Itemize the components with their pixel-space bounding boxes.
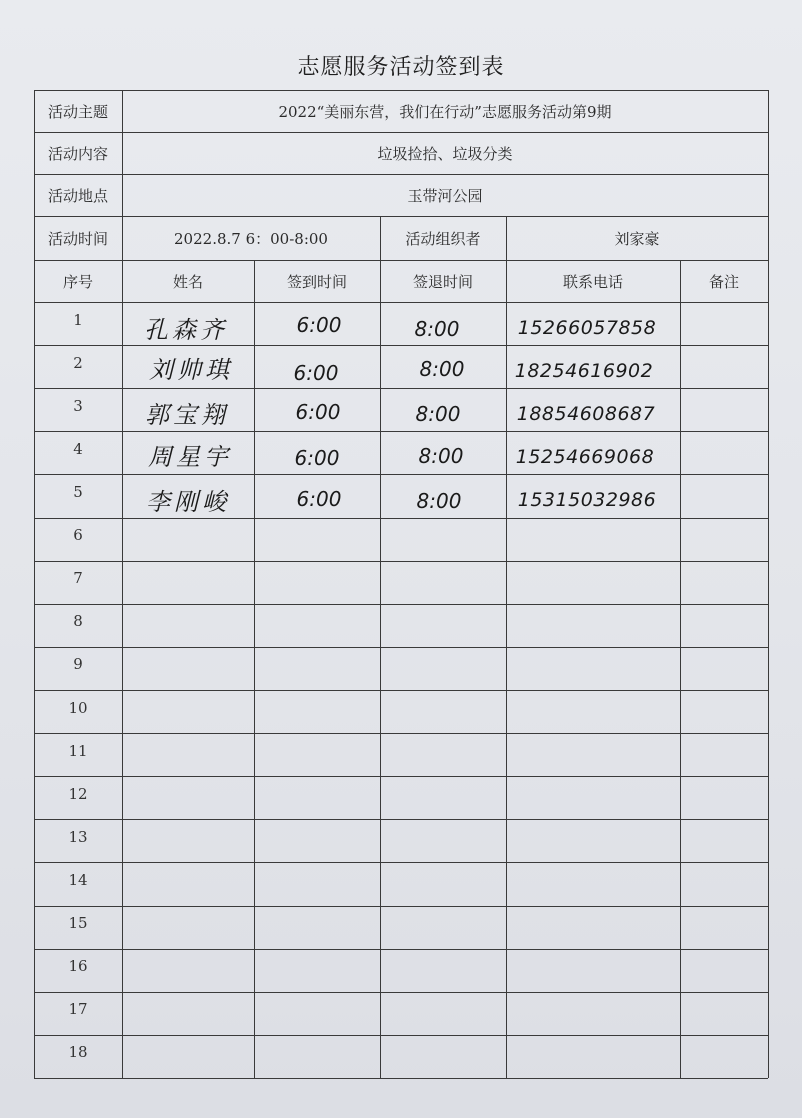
organizer-label: 活动组织者 (405, 229, 481, 248)
row-index: 16 (68, 957, 88, 976)
signature-name: 周星宇 (148, 443, 232, 472)
sign-out-time: 8:00 (418, 443, 464, 468)
table-rule (122, 260, 123, 1078)
table-rule (768, 90, 769, 1078)
row-index: 14 (68, 870, 88, 889)
table-rule (34, 1035, 768, 1036)
row-index: 2 (73, 353, 83, 372)
sign-in-time: 6:00 (293, 360, 339, 385)
sign-in-time: 6:00 (296, 312, 342, 337)
header-note: 备注 (708, 272, 739, 291)
header-index: 序号 (62, 272, 93, 291)
sign-out-time: 8:00 (414, 316, 460, 341)
sign-in-time: 6:00 (295, 399, 341, 424)
row-index: 8 (73, 612, 83, 631)
content-value: 垃圾捡拾、垃圾分类 (377, 144, 513, 163)
sign-out-time: 8:00 (416, 488, 462, 513)
sign-in-time: 6:00 (294, 445, 340, 470)
row-index: 15 (68, 914, 88, 933)
table-rule (34, 1078, 768, 1079)
row-index: 17 (68, 1000, 88, 1019)
header-name: 姓名 (172, 272, 203, 291)
row-index: 12 (68, 784, 88, 803)
signature-name: 孔森齐 (144, 316, 228, 345)
table-rule (34, 992, 768, 993)
theme-value: 2022“美丽东营，我们在行动”志愿服务活动第9期 (278, 102, 612, 121)
phone-number: 15254669068 (515, 445, 655, 468)
row-index: 10 (68, 698, 88, 717)
row-index: 1 (73, 310, 83, 329)
table-rule (34, 862, 768, 863)
theme-label: 活动主题 (47, 102, 108, 121)
row-index: 3 (73, 396, 83, 415)
row-index: 4 (73, 439, 83, 458)
content-label: 活动内容 (47, 144, 108, 163)
header-sign-in: 签到时间 (286, 272, 347, 291)
header-sign-out: 签退时间 (412, 272, 473, 291)
header-phone: 联系电话 (562, 272, 623, 291)
time-value: 2022.8.7 6：00-8:00 (174, 229, 328, 248)
table-rule (34, 906, 768, 907)
row-index: 6 (73, 526, 83, 545)
signature-name: 郭宝翔 (145, 401, 229, 430)
row-index: 9 (73, 655, 83, 674)
sign-in-time: 6:00 (296, 486, 342, 511)
row-index: 7 (73, 569, 83, 588)
row-index: 11 (68, 741, 88, 760)
table-rule (34, 302, 768, 303)
signature-name: 刘帅琪 (149, 356, 233, 385)
table-rule (34, 561, 768, 562)
row-index: 18 (68, 1043, 88, 1062)
phone-number: 15315032986 (517, 488, 657, 511)
location-value: 玉带河公园 (407, 186, 483, 205)
location-label: 活动地点 (47, 186, 108, 205)
table-rule (34, 604, 768, 605)
sign-out-time: 8:00 (419, 356, 465, 381)
table-rule (34, 647, 768, 648)
organizer-value: 刘家豪 (614, 229, 660, 248)
time-label: 活动时间 (47, 229, 108, 248)
phone-number: 18254616902 (514, 359, 654, 382)
row-index: 5 (73, 482, 83, 501)
phone-number: 18854608687 (516, 402, 656, 425)
table-rule (34, 949, 768, 950)
sign-out-time: 8:00 (415, 401, 461, 426)
table-rule (34, 733, 768, 734)
sign-in-sheet (34, 90, 768, 1078)
row-index: 13 (68, 827, 88, 846)
phone-number: 15266057858 (517, 316, 657, 339)
page-title: 志愿服务活动签到表 (297, 55, 505, 80)
table-rule (680, 260, 681, 1078)
table-rule (34, 776, 768, 777)
table-rule (34, 819, 768, 820)
signature-name: 李刚峻 (146, 488, 230, 517)
table-rule (34, 690, 768, 691)
